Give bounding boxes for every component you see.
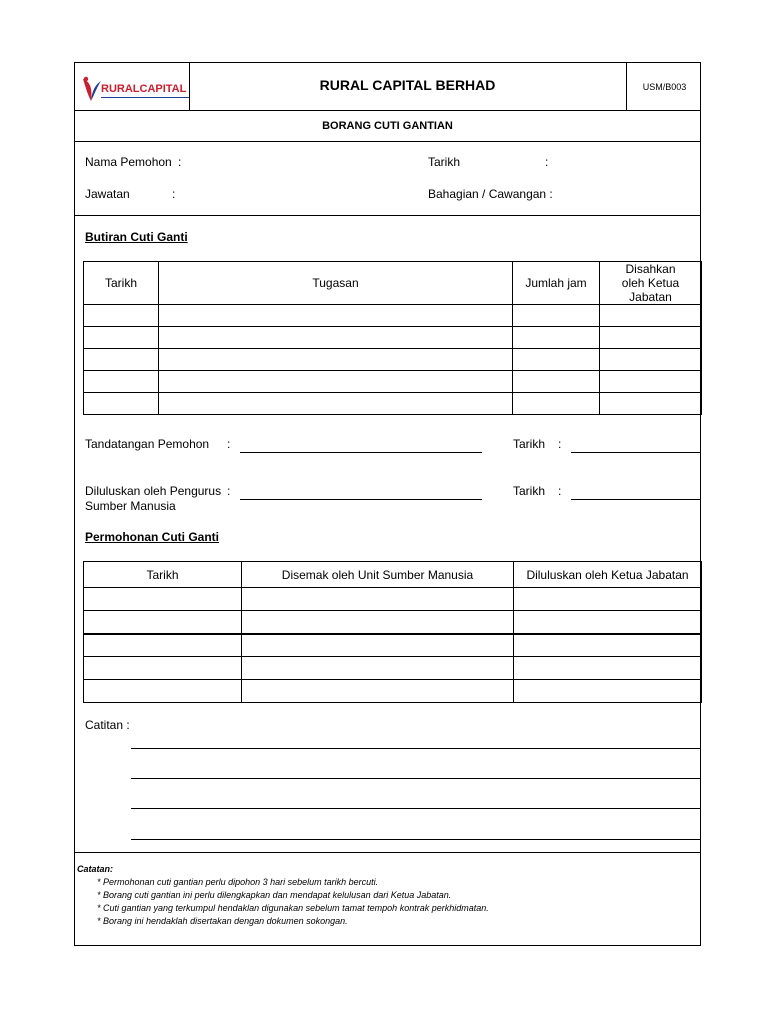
form-code: USM/B003 <box>642 82 687 92</box>
reviewed-cell[interactable] <box>242 634 514 657</box>
col-header-approved-by-head: Diluluskan oleh Ketua Jabatan <box>514 562 702 588</box>
note-item: * Borang ini hendaklah disertakan dengan dokumen sokongan. <box>97 916 348 926</box>
date-cell[interactable] <box>84 657 242 680</box>
table-row <box>84 611 702 634</box>
colon: : <box>172 187 176 201</box>
approved-by-label-line2: Sumber Manusia <box>85 499 176 513</box>
hours-cell[interactable] <box>513 327 600 349</box>
logo-word-rural: RURAL <box>101 83 140 95</box>
col-header-task: Tugasan <box>159 262 513 305</box>
reviewed-cell[interactable] <box>242 611 514 634</box>
remarks-line[interactable] <box>131 808 701 809</box>
signature-date-field[interactable] <box>571 452 701 453</box>
remarks-line[interactable] <box>131 778 701 779</box>
date-label: Tarikh <box>428 155 461 169</box>
reviewed-cell[interactable] <box>242 588 514 611</box>
col-header-verified-1: Disahkan <box>625 262 676 276</box>
applicant-signature-field[interactable] <box>240 452 482 453</box>
divider <box>75 215 700 216</box>
verified-cell[interactable] <box>600 393 702 415</box>
rural-capital-logo-icon <box>79 75 103 103</box>
divider <box>75 110 700 111</box>
date-cell[interactable] <box>84 611 242 634</box>
date-cell[interactable] <box>84 371 159 393</box>
verified-cell[interactable] <box>600 305 702 327</box>
verified-cell[interactable] <box>600 349 702 371</box>
colon: : <box>227 437 231 451</box>
col-header-hours: Jumlah jam <box>513 262 600 305</box>
approved-by-label-line1: Diluluskan oleh Pengurus <box>85 484 222 498</box>
colon: : <box>558 484 562 498</box>
leave-form <box>74 62 701 946</box>
form-title: BORANG CUTI GANTIAN <box>322 120 453 132</box>
table-header-row <box>84 562 702 588</box>
logo-word-capital: CAPITAL <box>139 83 187 95</box>
date-cell[interactable] <box>84 588 242 611</box>
task-cell[interactable] <box>159 305 513 327</box>
company-name: RURAL CAPITAL BERHAD <box>319 77 496 93</box>
details-table <box>83 261 702 415</box>
signature-date-label: Tarikh <box>513 437 546 451</box>
date-cell[interactable] <box>84 393 159 415</box>
approved-cell[interactable] <box>514 611 702 634</box>
request-heading: Permohonan Cuti Ganti <box>85 530 220 544</box>
hours-cell[interactable] <box>513 305 600 327</box>
date-cell[interactable] <box>84 680 242 703</box>
table-row <box>84 634 702 657</box>
form-code-cell <box>626 63 702 110</box>
colon: : <box>178 155 182 169</box>
reviewed-cell[interactable] <box>242 657 514 680</box>
divider <box>75 141 700 142</box>
table-row <box>84 349 702 371</box>
date-cell[interactable] <box>84 634 242 657</box>
header-logo-cell <box>75 63 190 110</box>
remarks-line[interactable] <box>131 748 701 749</box>
colon: : <box>545 155 549 169</box>
note-item: * Permohonan cuti gantian perlu dipohon 3 hari sebelum tarikh bercuti. <box>97 877 379 887</box>
reviewed-cell[interactable] <box>242 680 514 703</box>
note-item: * Cuti gantian yang terkumpul hendaklan digunakan sebelum tamat tempoh kontrak perkhidmatan. <box>97 903 489 913</box>
col-header-verified-2: oleh Ketua Jabatan <box>621 276 680 304</box>
hours-cell[interactable] <box>513 349 600 371</box>
task-cell[interactable] <box>159 393 513 415</box>
remarks-line[interactable] <box>131 839 701 840</box>
note-item: * Borang cuti gantian ini perlu dilengkapkan dan mendapat kelulusan dari Ketua Jabatan. <box>97 890 452 900</box>
hours-cell[interactable] <box>513 371 600 393</box>
colon: : <box>227 484 231 498</box>
table-row <box>84 305 702 327</box>
remarks-label: Catitan : <box>85 718 130 732</box>
table-header-row <box>84 262 702 305</box>
date-cell[interactable] <box>84 327 159 349</box>
approved-cell[interactable] <box>514 634 702 657</box>
hr-approval-signature-field[interactable] <box>240 499 482 500</box>
table-row <box>84 680 702 703</box>
table-row <box>84 588 702 611</box>
approval-date-label: Tarikh <box>513 484 546 498</box>
task-cell[interactable] <box>159 327 513 349</box>
notes-heading: Catatan: <box>77 864 114 874</box>
logo-wordmark <box>101 83 186 95</box>
company-logo <box>79 75 189 103</box>
approved-cell[interactable] <box>514 657 702 680</box>
col-header-date: Tarikh <box>84 262 159 305</box>
applicant-signature-label: Tandatangan Pemohon <box>85 437 210 451</box>
approved-cell[interactable] <box>514 588 702 611</box>
details-heading: Butiran Cuti Ganti <box>85 230 188 244</box>
table-row <box>84 371 702 393</box>
colon: : <box>558 437 562 451</box>
col-header-verified <box>600 262 702 305</box>
date-cell[interactable] <box>84 305 159 327</box>
task-cell[interactable] <box>159 349 513 371</box>
table-row <box>84 393 702 415</box>
verified-cell[interactable] <box>600 327 702 349</box>
task-cell[interactable] <box>159 371 513 393</box>
table-row <box>84 327 702 349</box>
approved-cell[interactable] <box>514 680 702 703</box>
col-header-date: Tarikh <box>84 562 242 588</box>
date-cell[interactable] <box>84 349 159 371</box>
applicant-name-label: Nama Pemohon <box>85 155 172 169</box>
logo-underline <box>101 97 189 98</box>
col-header-reviewed-by-hr: Disemak oleh Unit Sumber Manusia <box>242 562 514 588</box>
approval-date-field[interactable] <box>571 499 701 500</box>
hours-cell[interactable] <box>513 393 600 415</box>
request-table <box>83 561 702 703</box>
table-row <box>84 657 702 680</box>
divider <box>75 852 700 853</box>
division-label: Bahagian / Cawangan : <box>428 187 553 201</box>
verified-cell[interactable] <box>600 371 702 393</box>
position-label: Jawatan <box>85 187 130 201</box>
